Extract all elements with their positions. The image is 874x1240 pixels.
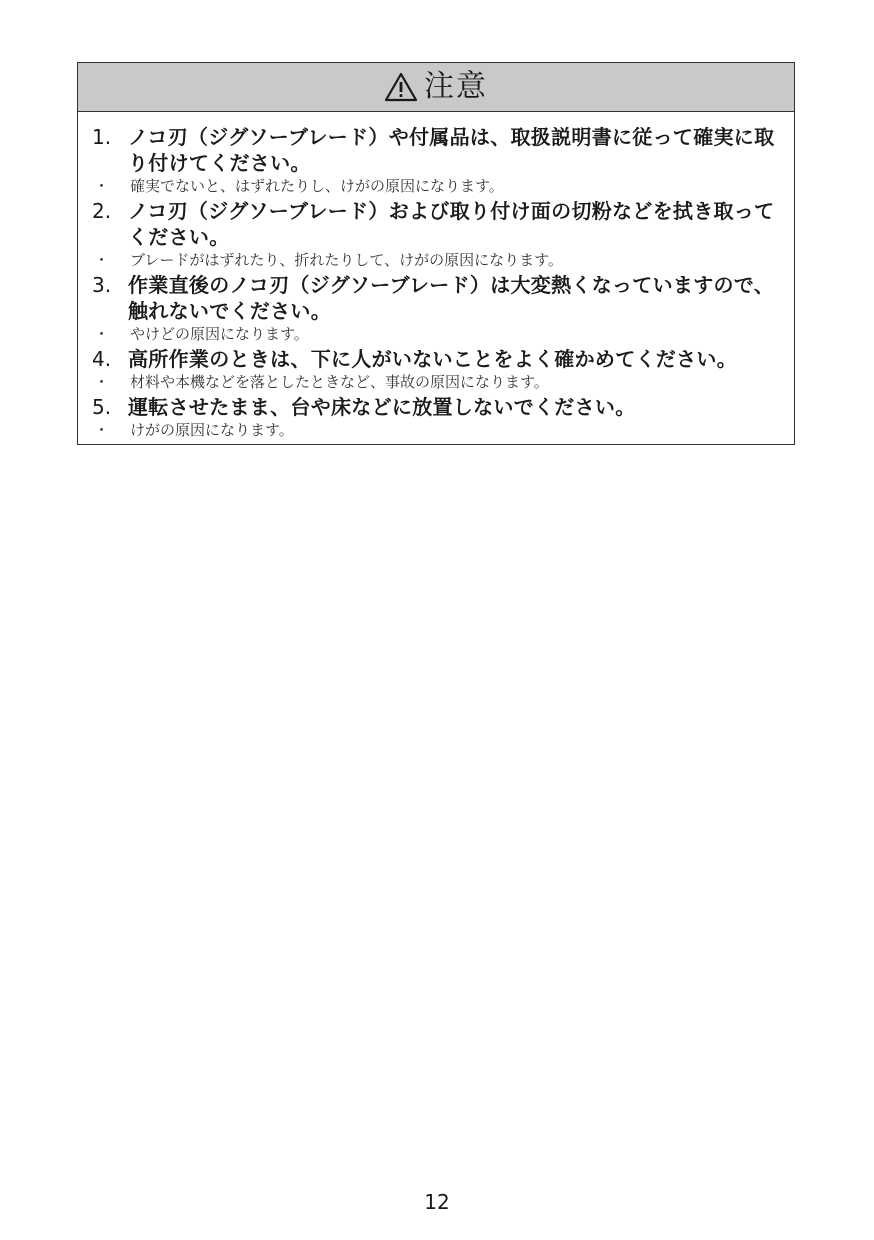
item-number: 5. <box>92 395 112 419</box>
item-number: 3. <box>92 273 112 297</box>
caution-box <box>77 62 795 445</box>
note-text: けがの原因になります。 <box>130 421 294 439</box>
item-text: 高所作業のときは、下に人がいないことをよく確かめてください。 <box>128 347 737 371</box>
item-text: ノコ刃（ジグソーブレード）や付属品は、取扱説明書に従って確実に取り付けてください。 <box>128 125 775 175</box>
item-text: ノコ刃（ジグソーブレード）および取り付け面の切粉などを拭き取ってください。 <box>128 199 775 249</box>
caution-note <box>90 373 784 392</box>
caution-item <box>90 346 784 372</box>
note-bullet: ・ <box>94 373 110 391</box>
note-text: やけどの原因になります。 <box>130 325 309 343</box>
caution-note <box>90 177 784 196</box>
item-text: 作業直後のノコ刃（ジグソーブレード）は大変熱くなっていますので、触れないでください。 <box>128 273 774 323</box>
caution-note <box>90 421 784 440</box>
caution-note <box>90 325 784 344</box>
caution-header <box>78 63 794 112</box>
note-bullet: ・ <box>94 251 110 269</box>
note-bullet: ・ <box>94 421 110 439</box>
caution-item <box>90 198 784 250</box>
item-text: 運転させたまま、台や床などに放置しないでください。 <box>128 395 636 419</box>
caution-title: 注意 <box>424 69 488 104</box>
caution-note <box>90 251 784 270</box>
item-number: 2. <box>92 199 112 223</box>
note-bullet: ・ <box>94 325 110 343</box>
item-number: 4. <box>92 347 112 371</box>
note-text: ブレードがはずれたり、折れたりして、けがの原因になります。 <box>130 251 563 269</box>
caution-item <box>90 272 784 324</box>
caution-item <box>90 124 784 176</box>
page-number: 12 <box>424 1190 450 1214</box>
warning-triangle-icon <box>384 72 418 102</box>
caution-item <box>90 394 784 420</box>
note-text: 確実でないと、はずれたりし、けがの原因になります。 <box>130 177 504 195</box>
item-number: 1. <box>92 125 112 149</box>
note-text: 材料や本機などを落としたときなど、事故の原因になります。 <box>130 373 549 391</box>
caution-list <box>78 112 794 440</box>
note-bullet: ・ <box>94 177 110 195</box>
